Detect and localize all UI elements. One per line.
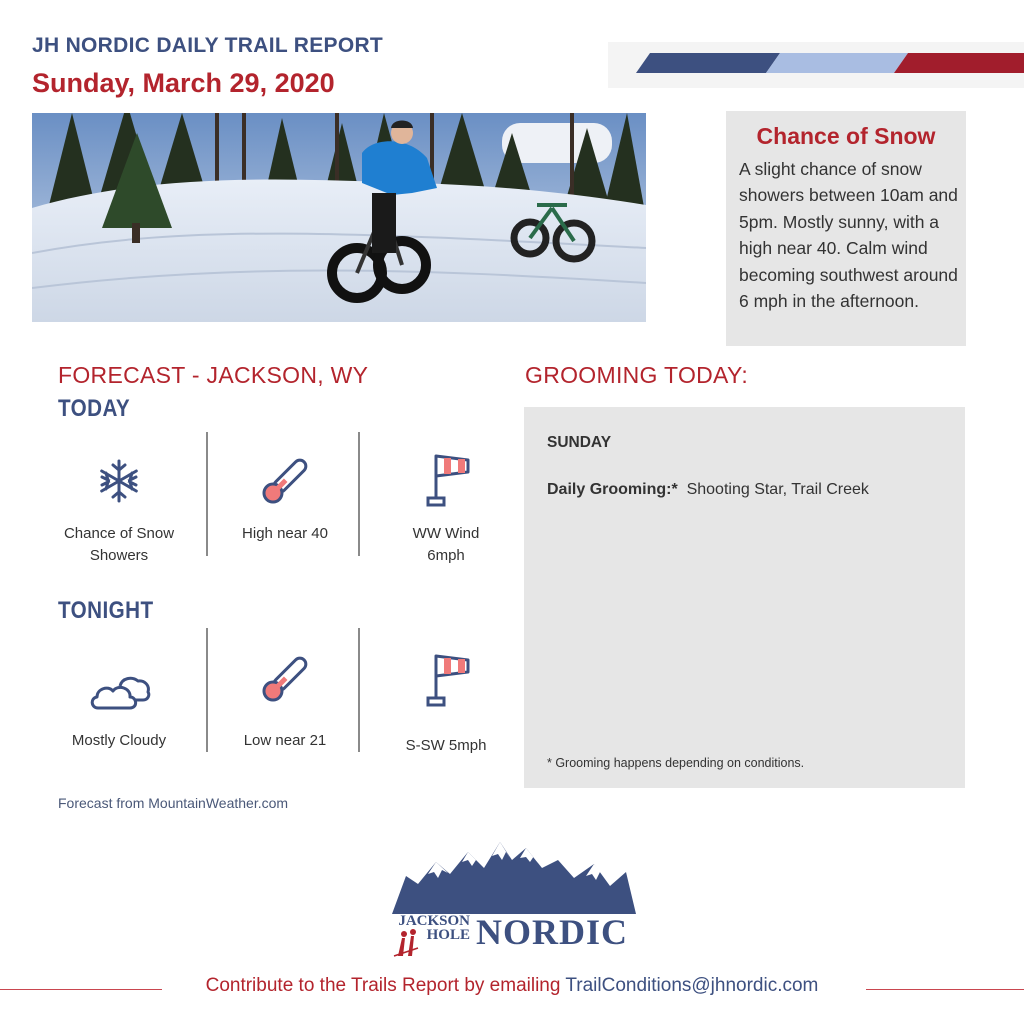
trail-photo <box>32 113 646 322</box>
report-title: JH NORDIC DAILY TRAIL REPORT <box>32 34 384 57</box>
chance-of-snow-title: Chance of Snow <box>756 123 936 149</box>
divider <box>358 432 360 556</box>
forecast-title: FORECAST - JACKSON, WY <box>58 362 369 388</box>
divider <box>358 628 360 752</box>
today-heading: TODAY <box>58 395 131 422</box>
jackson-hole-nordic-logo <box>388 838 638 958</box>
tonight-heading: TONIGHT <box>58 597 154 624</box>
grooming-note: * Grooming happens depending on conditions. <box>547 756 805 770</box>
decorative-stripe <box>608 42 1024 88</box>
tonight-temperature-label: Low near 21 <box>243 732 327 749</box>
report-date: Sunday, March 29, 2020 <box>32 68 335 98</box>
grooming-title: GROOMING TODAY: <box>525 362 749 388</box>
logo-word-nordic: NORDIC <box>476 912 629 952</box>
tonight-conditions-label: Mostly Cloudy <box>71 732 167 749</box>
daily-grooming-label: Daily Grooming:* <box>547 481 678 498</box>
footer <box>0 975 1024 997</box>
logo-line-jackson: JACKSON <box>398 913 470 929</box>
divider <box>206 432 208 556</box>
forecast-source: Forecast from MountainWeather.com <box>58 795 289 811</box>
footer-email-link[interactable]: TrailConditions@jhnordic.com <box>565 975 819 996</box>
chance-of-snow-panel <box>726 111 966 346</box>
grooming-day: SUNDAY <box>547 434 612 451</box>
logo-line-hole: HOLE <box>426 927 470 943</box>
snowflake-icon <box>96 458 142 504</box>
thermometer-icon <box>256 452 314 510</box>
today-temperature-label: High near 40 <box>242 525 328 542</box>
daily-grooming-trails: Shooting Star, Trail Creek <box>686 481 869 498</box>
windsock-icon <box>422 650 472 708</box>
tonight-wind-label: S-SW 5mph <box>405 737 487 754</box>
thermometer-icon <box>256 650 314 708</box>
footer-text: Contribute to the Trails Report by emailing <box>205 975 561 996</box>
today-wind-label: WW Wind 6mph <box>412 525 480 564</box>
cloud-icon <box>88 670 152 714</box>
grooming-panel <box>524 407 965 788</box>
divider <box>206 628 208 752</box>
chance-of-snow-description: A slight chance of snow showers between 10am and 5pm. Mostly sunny, with a high near 40. Calm wind becoming southwest around 6 mph in the afternoon. <box>739 159 958 312</box>
today-conditions-label: Chance of Snow Showers <box>63 525 175 564</box>
windsock-icon <box>422 450 472 508</box>
daily-grooming-line <box>547 481 869 499</box>
